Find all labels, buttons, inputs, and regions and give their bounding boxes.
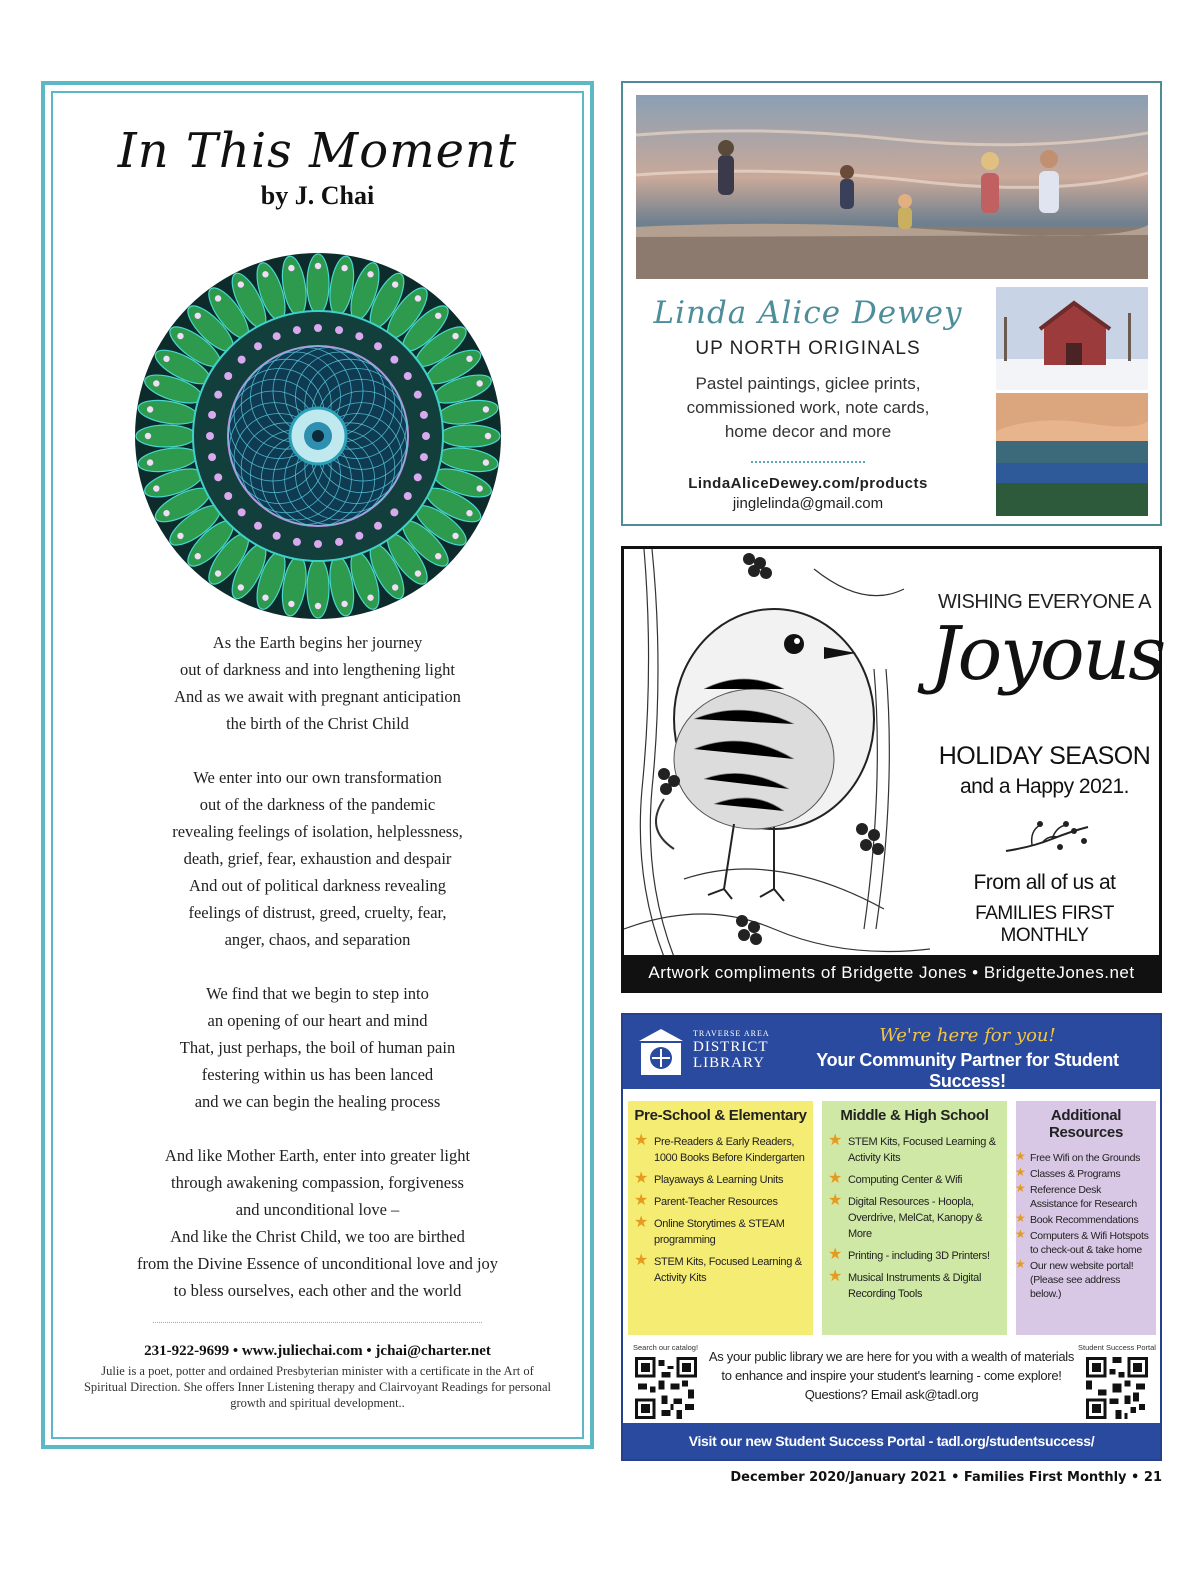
column-title: Additional Resources bbox=[1048, 1107, 1123, 1141]
list-item bbox=[828, 1134, 1001, 1166]
star-icon: ★ bbox=[634, 1192, 649, 1209]
list-item-label: Reference Desk Assistance for Research bbox=[1030, 1184, 1137, 1210]
list-item-label: Digital Resources - Hoopla, Overdrive, MelCat, Kanopy & More bbox=[848, 1196, 983, 1240]
poem-ad-inner-border bbox=[51, 91, 584, 1439]
poem-line: and unconditional love – bbox=[235, 1200, 400, 1219]
holiday-org-line: FAMILIES FIRST MONTHLY bbox=[975, 903, 1114, 946]
poem-line: And like Mother Earth, enter into greater light bbox=[164, 1146, 471, 1165]
artwork-credit-bar: Artwork compliments of Bridgette Jones • BridgetteJones.net bbox=[624, 955, 1159, 990]
star-icon: ★ bbox=[1015, 1165, 1026, 1179]
poem-divider bbox=[153, 1322, 482, 1323]
star-icon: ★ bbox=[1015, 1181, 1026, 1195]
list-item bbox=[828, 1194, 1001, 1242]
library-name-line: LIBRARY bbox=[693, 1055, 766, 1071]
poem-line: And out of political darkness revealing bbox=[188, 876, 447, 895]
list-item-label: Playaways & Learning Units bbox=[654, 1174, 784, 1186]
list-item bbox=[634, 1194, 807, 1210]
list-item bbox=[1015, 1165, 1150, 1181]
robin-bird-illustration bbox=[624, 549, 930, 957]
poem-title: In This Moment bbox=[117, 123, 518, 179]
poem-body bbox=[53, 629, 582, 1331]
library-name bbox=[693, 1039, 769, 1071]
berry-branch-ornament bbox=[1002, 817, 1092, 857]
art-ad bbox=[621, 81, 1162, 526]
list-item-label: Classes & Programs bbox=[1030, 1168, 1121, 1180]
poem-line: through awakening compassion, forgiveness bbox=[171, 1173, 464, 1192]
library-header bbox=[623, 1015, 1160, 1089]
list-item-label: Computing Center & Wifi bbox=[848, 1174, 963, 1186]
art-subtitle: UP NORTH ORIGINALS bbox=[695, 338, 921, 359]
list-item-label: Musical Instruments & Digital Recording Tools bbox=[848, 1272, 982, 1300]
marsh-painting-image bbox=[996, 393, 1148, 516]
poem-contact-line[interactable]: 231-922-9699 • www.juliechai.com • jchai@charter.net bbox=[144, 1343, 491, 1359]
poem-line: and we can begin the healing process bbox=[194, 1092, 441, 1111]
page-footer: December 2020/January 2021 • Families First Monthly • 21 bbox=[730, 1470, 1162, 1485]
list-item bbox=[634, 1172, 807, 1188]
list-item-label: Free Wifi on the Grounds bbox=[1030, 1152, 1141, 1164]
qr-catalog-label: Search our catalog! bbox=[633, 1343, 699, 1352]
poem-line: That, just perhaps, the boil of human pain bbox=[179, 1038, 456, 1057]
poem-line: an opening of our heart and mind bbox=[207, 1011, 428, 1030]
qr-code-catalog[interactable] bbox=[635, 1357, 697, 1419]
star-icon: ★ bbox=[1015, 1149, 1026, 1163]
poem-stanza-2 bbox=[53, 764, 582, 953]
poem-stanza-4 bbox=[53, 1142, 582, 1304]
poem-byline: by J. Chai bbox=[260, 181, 375, 210]
list-item bbox=[1015, 1211, 1150, 1227]
star-icon: ★ bbox=[828, 1132, 843, 1149]
library-name-line: DISTRICT bbox=[693, 1039, 769, 1055]
art-divider bbox=[751, 461, 865, 463]
poem-stanza-1 bbox=[53, 629, 582, 737]
library-name-small: TRAVERSE AREA bbox=[693, 1029, 770, 1038]
art-desc-line: home decor and more bbox=[724, 422, 892, 441]
star-icon: ★ bbox=[1015, 1211, 1026, 1225]
list-item bbox=[1015, 1227, 1150, 1257]
poem-line: from the Divine Essence of unconditional love and joy bbox=[136, 1254, 499, 1273]
column-preschool-elementary bbox=[628, 1101, 813, 1335]
holiday-wish-line: WISHING EVERYONE A bbox=[938, 591, 1151, 613]
happy-new-year-line: and a Happy 2021. bbox=[960, 775, 1129, 798]
column-title: Pre-School & Elementary bbox=[634, 1107, 807, 1124]
qr-portal-label: Student Success Portal bbox=[1078, 1343, 1156, 1352]
holiday-from-line: From all of us at bbox=[973, 871, 1116, 894]
star-icon: ★ bbox=[634, 1252, 649, 1269]
poem-line: feelings of distrust, greed, cruelty, fear, bbox=[188, 903, 447, 922]
poem-line: And like the Christ Child, we too are birthed bbox=[170, 1227, 465, 1246]
library-portal-link[interactable]: Visit our new Student Success Portal - tadl.org/studentsuccess/ bbox=[623, 1423, 1160, 1459]
list-item bbox=[1015, 1181, 1150, 1211]
poem-ad bbox=[41, 81, 594, 1449]
holiday-joyous-script: Joyous bbox=[930, 611, 1165, 697]
qr-code-portal[interactable] bbox=[1086, 1357, 1148, 1419]
list-item-label: Printing - including 3D Printers! bbox=[848, 1250, 990, 1262]
list-item bbox=[828, 1270, 1001, 1302]
art-email-link[interactable]: jinglelinda@gmail.com bbox=[732, 495, 884, 512]
library-logo bbox=[637, 1027, 777, 1079]
poem-line: festering within us has been lanced bbox=[201, 1065, 434, 1084]
list-item-label: Parent-Teacher Resources bbox=[654, 1196, 778, 1208]
column-title: Middle & High School bbox=[840, 1107, 989, 1124]
star-icon: ★ bbox=[634, 1214, 649, 1231]
star-icon: ★ bbox=[634, 1132, 649, 1149]
star-icon: ★ bbox=[828, 1170, 843, 1187]
library-body-text: As your public library we are here for you with a wealth of materials to enhance and inspire your student's learning - come explore! Questions? Email ask@tadl.org bbox=[708, 1349, 1075, 1402]
beach-painting-image bbox=[636, 95, 1148, 279]
list-item bbox=[634, 1134, 807, 1166]
star-icon: ★ bbox=[828, 1192, 843, 1209]
list-item bbox=[1015, 1257, 1150, 1301]
art-website-link[interactable]: LindaAliceDewey.com/products bbox=[688, 475, 928, 492]
poem-line: out of the darkness of the pandemic bbox=[199, 795, 436, 814]
poem-line: to bless ourselves, each other and the world bbox=[173, 1281, 462, 1300]
poem-line: We enter into our own transformation bbox=[193, 768, 442, 787]
column-middle-high-school bbox=[822, 1101, 1007, 1335]
poem-line: revealing feelings of isolation, helplessness, bbox=[172, 822, 463, 841]
star-icon: ★ bbox=[828, 1246, 843, 1263]
list-item bbox=[828, 1248, 1001, 1264]
poem-line: the birth of the Christ Child bbox=[226, 714, 409, 733]
holiday-ad bbox=[621, 546, 1165, 993]
art-desc-line: commissioned work, note cards, bbox=[686, 398, 930, 417]
poem-line: As the Earth begins her journey bbox=[212, 633, 423, 652]
library-headline: Your Community Partner for Student Success! bbox=[816, 1050, 1119, 1091]
poem-stanza-3 bbox=[53, 980, 582, 1115]
star-icon: ★ bbox=[1015, 1227, 1026, 1241]
list-item-label: Computers & Wifi Hotspots to check-out & take home bbox=[1030, 1230, 1149, 1256]
poem-line: We find that we begin to step into bbox=[206, 984, 429, 1003]
list-item-label: STEM Kits, Focused Learning & Activity Kits bbox=[654, 1256, 802, 1284]
art-description bbox=[623, 372, 993, 444]
list-item bbox=[1015, 1149, 1150, 1165]
poem-line: death, grief, fear, exhaustion and despair bbox=[183, 849, 452, 868]
list-item bbox=[634, 1254, 807, 1286]
list-item-label: Our new website portal! (Please see address below.) bbox=[1030, 1260, 1134, 1300]
star-icon: ★ bbox=[1015, 1257, 1026, 1271]
barn-painting-image bbox=[996, 287, 1148, 390]
poem-line: anger, chaos, and separation bbox=[224, 930, 411, 949]
poem-line: out of darkness and into lengthening light bbox=[180, 660, 455, 679]
column-additional-resources bbox=[1016, 1101, 1156, 1335]
star-icon: ★ bbox=[828, 1268, 843, 1285]
library-ad bbox=[621, 1013, 1162, 1461]
list-item-label: Online Storytimes & STEAM programming bbox=[654, 1218, 785, 1246]
mandala-illustration bbox=[133, 251, 503, 621]
art-desc-line: Pastel paintings, giclee prints, bbox=[695, 374, 921, 393]
star-icon: ★ bbox=[634, 1170, 649, 1187]
poem-line: And as we await with pregnant anticipation bbox=[174, 687, 461, 706]
list-item bbox=[828, 1172, 1001, 1188]
poem-author-bio: Julie is a poet, potter and ordained Presbyterian minister with a certificate in the Art of Spiritual Direction. She offers Inner Listening therapy and Clairvoyant Readings for personal growth and spiritual development.. bbox=[83, 1364, 551, 1410]
list-item-label: STEM Kits, Focused Learning & Activity Kits bbox=[848, 1136, 996, 1164]
list-item-label: Pre-Readers & Early Readers, 1000 Books Before Kindergarten bbox=[654, 1136, 805, 1164]
library-building-icon bbox=[637, 1027, 685, 1079]
list-item bbox=[634, 1216, 807, 1248]
library-tagline: We're here for you! bbox=[879, 1025, 1056, 1046]
artist-name: Linda Alice Dewey bbox=[653, 295, 963, 331]
holiday-season-line: HOLIDAY SEASON bbox=[938, 742, 1151, 770]
list-item-label: Book Recommendations bbox=[1030, 1214, 1139, 1226]
